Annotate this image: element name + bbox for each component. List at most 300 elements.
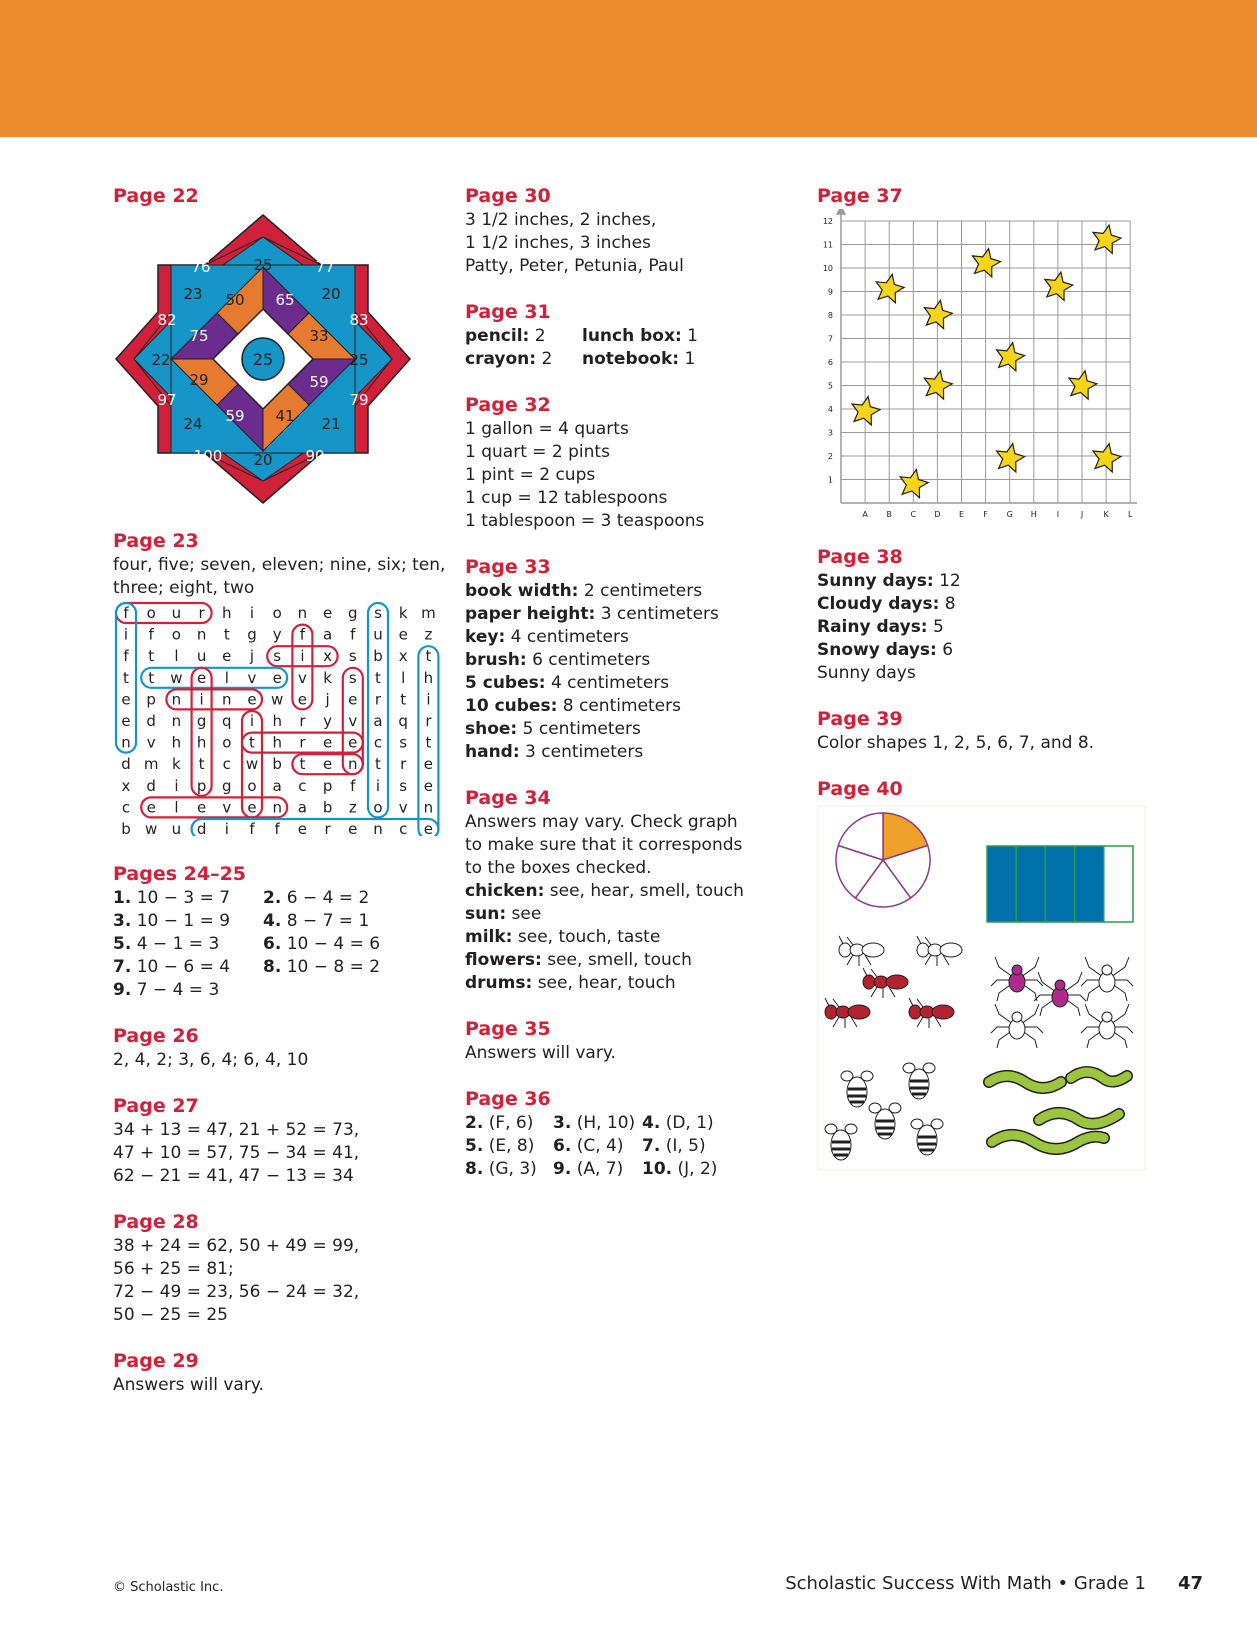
x-tick-label: I <box>1056 510 1060 519</box>
answer-line: three; eight, two <box>113 578 255 598</box>
answer-line: 2, 4, 2; 3, 6, 4; 6, 4, 10 <box>113 1050 309 1070</box>
grid-letter: c <box>121 798 131 817</box>
grid-letter: w <box>170 668 183 687</box>
grid-letter: i <box>224 820 229 836</box>
page-number: 47 <box>1177 1573 1203 1594</box>
grid-letter: n <box>297 604 308 622</box>
grid-letter: e <box>272 668 282 687</box>
grid-letter: g <box>247 625 257 644</box>
grid-letter: h <box>196 733 207 752</box>
grid-letter: a <box>373 712 383 730</box>
section-page-30 <box>465 184 785 278</box>
grid-letter: e <box>247 798 257 817</box>
heading-pages-24-25: Pages 24–25 <box>113 863 247 885</box>
y-tick-label: 2 <box>827 452 833 461</box>
grid-letter: f <box>148 625 154 644</box>
bee-icon <box>869 1103 901 1139</box>
answer-row <box>465 348 785 371</box>
pie-fraction <box>836 813 930 907</box>
item-number: 6. <box>263 934 282 954</box>
item-text: 10 − 4 = 6 <box>286 934 381 954</box>
spider-icon <box>1081 957 1133 1001</box>
grid-letter: x <box>121 776 131 795</box>
grid-letter: t <box>249 733 255 752</box>
grid-letter: e <box>348 690 358 709</box>
ring-number: 25 <box>253 256 273 274</box>
coordinate-grid <box>817 209 1137 519</box>
answer-line: chicken: see, hear, smell, touch <box>465 881 744 901</box>
grid-letter: o <box>222 733 232 752</box>
star-mark <box>924 371 952 399</box>
ring-number: 23 <box>183 285 203 303</box>
grid-letter: q <box>398 712 408 730</box>
ring-number: 79 <box>349 391 369 409</box>
grid-letter: u <box>373 625 383 644</box>
grid-letter: f <box>249 820 255 836</box>
heading-page-31: Page 31 <box>465 301 551 323</box>
grid-letter: n <box>272 798 282 817</box>
heading-page-27: Page 27 <box>113 1095 199 1117</box>
answer-line: Sunny days <box>817 663 916 683</box>
star-mark <box>973 249 1001 277</box>
grid-letter: g <box>196 712 207 730</box>
bee-icon <box>825 1124 857 1160</box>
answer-line: Rainy days: 5 <box>817 617 944 637</box>
x-tick-label: D <box>934 510 941 519</box>
answer-line: 10 cubes: 8 centimeters <box>465 696 681 716</box>
item-label: lunch box: <box>582 326 682 346</box>
answer-row: 8. (G, 3) 9. (A, 7) 10. (J, 2) <box>465 1159 718 1179</box>
grid-letter: e <box>322 604 333 622</box>
ring-number: 65 <box>275 291 295 309</box>
answer-line: 72 − 49 = 23, 56 − 24 = 32, <box>113 1282 360 1302</box>
grid-letter: t <box>425 647 432 666</box>
ring-number: 20 <box>253 451 273 469</box>
grid-letter: e <box>146 798 156 817</box>
y-tick-label: 8 <box>827 311 833 320</box>
answer-row <box>465 325 785 348</box>
bee-icon <box>911 1119 943 1155</box>
ring-number: 24 <box>183 415 203 433</box>
grid-letter: k <box>172 755 181 774</box>
x-tick-label: B <box>886 510 892 519</box>
number-star-puzzle <box>113 209 413 509</box>
grid-letter: c <box>298 776 307 795</box>
section-page-36 <box>465 1087 785 1181</box>
grid-letter: r <box>299 733 306 752</box>
ant-group <box>825 936 962 1028</box>
spider-group <box>991 957 1133 1048</box>
item-label: pencil: <box>465 326 530 346</box>
grid-letter: h <box>423 668 434 687</box>
ring-number: 76 <box>191 258 211 276</box>
answer-line: 62 − 21 = 41, 47 − 13 = 34 <box>113 1166 354 1186</box>
answer-line: 1 tablespoon = 3 teaspoons <box>465 511 705 531</box>
bee-icon <box>903 1063 935 1099</box>
column-right <box>817 184 1147 1198</box>
grid-letter: z <box>424 625 433 644</box>
grid-letter: u <box>171 820 182 836</box>
grid-letter: s <box>374 604 382 622</box>
section-page-37 <box>817 184 1147 523</box>
grid-letter: s <box>348 647 357 666</box>
grid-letter: j <box>249 647 255 666</box>
grid-letter: v <box>398 798 408 817</box>
ring-number: 59 <box>225 407 245 425</box>
grid-letter: t <box>375 755 381 774</box>
grid-letter: r <box>374 690 382 709</box>
section-page-22 <box>113 184 443 513</box>
ring-number: 77 <box>315 258 335 276</box>
worm-group <box>989 1072 1127 1149</box>
grid-letter: f <box>123 647 129 666</box>
item-number: 9. <box>113 980 132 1000</box>
answer-line: 1 quart = 2 pints <box>465 442 610 462</box>
grid-letter: x <box>323 647 333 666</box>
grid-letter: t <box>148 668 155 687</box>
grid-letter: g <box>222 776 232 795</box>
word-loop <box>141 797 287 817</box>
heading-page-34: Page 34 <box>465 787 551 809</box>
x-tick-label: H <box>1030 510 1037 519</box>
heading-page-39: Page 39 <box>817 708 903 730</box>
answer-line: Color shapes 1, 2, 5, 6, 7, and 8. <box>817 733 1095 753</box>
item-number: 5. <box>113 934 132 954</box>
answer-row <box>113 956 443 979</box>
ring-number: 83 <box>349 311 369 329</box>
grid-letter: z <box>348 798 357 817</box>
item-value: 1 <box>679 349 696 369</box>
ring-number: 21 <box>321 415 341 433</box>
grid-letter: c <box>222 755 231 774</box>
item-number: 1. <box>113 888 132 908</box>
grid-letter: h <box>272 712 282 730</box>
grid-letter: v <box>146 733 156 752</box>
grid-letter: n <box>348 755 358 774</box>
grid-letter: e <box>322 733 333 752</box>
heading-page-26: Page 26 <box>113 1025 199 1047</box>
y-tick-label: 11 <box>822 240 833 250</box>
answer-row <box>113 910 443 933</box>
grid-letter: r <box>324 820 331 836</box>
heading-page-38: Page 38 <box>817 546 903 568</box>
bar-segment <box>1045 846 1074 922</box>
grid-letter: f <box>299 625 306 644</box>
answer-line: drums: see, hear, touch <box>465 973 676 993</box>
answer-line: four, five; seven, eleven; nine, six; ten, <box>113 555 446 575</box>
grid-letter: t <box>425 733 432 752</box>
answer-line: 34 + 13 = 47, 21 + 52 = 73, <box>113 1120 360 1140</box>
grid-letter: t <box>198 755 205 774</box>
spider-icon <box>991 957 1043 1001</box>
answer-line: sun: see <box>465 904 542 924</box>
grid-letter: r <box>198 604 205 622</box>
grid-letter: x <box>398 647 408 666</box>
grid-letter: e <box>196 798 207 817</box>
grid-letter: i <box>249 712 255 730</box>
grid-letter: k <box>323 668 332 687</box>
item-number: 7. <box>113 957 132 977</box>
grid-letter: v <box>247 668 257 687</box>
grid-letter: e <box>297 820 308 836</box>
grid-letter: r <box>400 755 407 774</box>
grid-letter: h <box>272 733 282 752</box>
grid-letter: u <box>171 604 182 622</box>
grid-letter: r <box>299 712 306 730</box>
heading-page-22: Page 22 <box>113 185 199 207</box>
grid-letter: d <box>146 712 156 730</box>
answer-line: Sunny days: 12 <box>817 571 961 591</box>
grid-letter: n <box>196 625 207 644</box>
x-tick-label: G <box>1006 510 1013 519</box>
grid-letter: l <box>174 798 179 817</box>
grid-letter: l <box>224 668 229 687</box>
answer-line: Patty, Peter, Petunia, Paul <box>465 256 684 276</box>
grid-letter: e <box>247 690 257 709</box>
heading-page-33: Page 33 <box>465 556 551 578</box>
grid-letter: q <box>222 712 232 730</box>
grid-letter: e <box>297 690 308 709</box>
grid-letter: f <box>274 820 280 836</box>
bee-icon <box>841 1071 873 1107</box>
heading-page-32: Page 32 <box>465 394 551 416</box>
item-text: 6 − 4 = 2 <box>286 888 370 908</box>
grid-letter: y <box>272 625 282 644</box>
column-middle <box>465 184 785 1203</box>
grid-letter: a <box>297 798 308 817</box>
grid-letter: e <box>121 690 131 709</box>
ring-number: 22 <box>151 351 171 369</box>
ring-number: 100 <box>193 447 223 465</box>
grid-letter: y <box>323 712 333 730</box>
answer-line: flowers: see, smell, touch <box>465 950 692 970</box>
grid-letter: c <box>399 820 408 836</box>
bar-segment <box>1016 846 1045 922</box>
bar-fraction <box>987 846 1133 922</box>
answer-line: Answers will vary. <box>465 1043 616 1063</box>
grid-letter: w <box>271 690 284 709</box>
center-number: 25 <box>252 350 274 369</box>
column-left <box>113 184 446 1419</box>
x-tick-label: A <box>862 510 868 519</box>
ring-number: 82 <box>157 311 177 329</box>
answer-row <box>113 933 443 956</box>
answer-line: Answers may vary. Check graph <box>465 812 738 832</box>
spider-icon <box>991 1004 1043 1048</box>
answer-line: 50 − 25 = 25 <box>113 1305 228 1325</box>
grid-letter: a <box>322 625 333 644</box>
section-page-39 <box>817 707 1147 755</box>
grid-letter: n <box>222 690 232 709</box>
y-tick-label: 1 <box>827 475 833 485</box>
grid-letter: f <box>350 776 356 795</box>
y-tick-label: 12 <box>822 217 833 226</box>
item-text: 8 − 7 = 1 <box>286 911 370 931</box>
grid-letter: d <box>121 755 131 774</box>
grid-letter: s <box>399 733 408 752</box>
ring-number: 75 <box>189 327 209 345</box>
ant-icon <box>839 936 884 966</box>
item-text: 10 − 1 = 9 <box>136 911 231 931</box>
star-mark <box>1093 225 1121 253</box>
grid-letter: i <box>426 690 431 709</box>
section-pages-24-25 <box>113 862 443 1002</box>
section-page-38 <box>817 545 1147 685</box>
section-page-34 <box>465 786 785 995</box>
answer-line: book width: 2 centimeters <box>465 581 703 601</box>
item-text: 10 − 3 = 7 <box>136 888 231 908</box>
book-title: Scholastic Success With Math • Grade 1 <box>785 1573 1146 1594</box>
item-text: 7 − 4 = 3 <box>136 980 220 1000</box>
grid-letter: h <box>171 733 182 752</box>
star-mark <box>876 274 904 302</box>
ring-number: 33 <box>309 327 329 345</box>
grid-letter: e <box>398 625 408 644</box>
grid-letter: e <box>322 755 333 774</box>
grid-letter: n <box>423 798 434 817</box>
grid-letter: e <box>222 647 232 666</box>
heading-page-29: Page 29 <box>113 1350 199 1372</box>
section-page-28 <box>113 1210 443 1327</box>
grid-letter: b <box>121 820 131 836</box>
grid-letter: a <box>272 776 282 795</box>
x-tick-label: F <box>983 510 988 519</box>
answer-line: 56 + 25 = 81; <box>113 1259 234 1279</box>
answer-line: 1 cup = 12 tablespoons <box>465 488 668 508</box>
grid-letter: t <box>148 647 155 666</box>
item-value: 2 <box>529 326 546 346</box>
x-tick-label: C <box>910 510 917 519</box>
answer-line: 3 1/2 inches, 2 inches, <box>465 210 657 230</box>
grid-letter: o <box>373 798 383 817</box>
answer-line: to the boxes checked. <box>465 858 652 878</box>
item-number: 3. <box>113 911 132 931</box>
grid-letter: v <box>222 798 232 817</box>
ant-icon <box>863 968 908 998</box>
bar-segment <box>1104 846 1133 922</box>
answer-line: 1 gallon = 4 quarts <box>465 419 629 439</box>
item-text: 10 − 6 = 4 <box>136 957 231 977</box>
item-label: notebook: <box>582 349 680 369</box>
heading-page-36: Page 36 <box>465 1088 551 1110</box>
grid-letter: d <box>196 820 207 836</box>
section-page-32 <box>465 393 785 533</box>
heading-page-37: Page 37 <box>817 185 903 207</box>
grid-letter: i <box>123 625 129 644</box>
grid-letter: n <box>171 690 182 709</box>
grid-letter: w <box>145 820 158 836</box>
grid-letter: p <box>322 776 333 795</box>
grid-letter: p <box>146 690 156 709</box>
top-banner <box>0 0 1257 137</box>
grid-letter: g <box>348 604 358 622</box>
ring-number: 20 <box>321 285 341 303</box>
grid-letter: n <box>373 820 383 836</box>
item-number: 8. <box>263 957 282 977</box>
grid-letter: t <box>375 668 381 687</box>
bee-group <box>825 1063 943 1160</box>
grid-letter: j <box>325 690 330 709</box>
grid-letter: h <box>222 604 232 622</box>
x-tick-label: E <box>958 510 965 519</box>
y-tick-label: 6 <box>827 358 833 367</box>
ring-number: 41 <box>275 407 295 425</box>
answer-line: Cloudy days: 8 <box>817 594 956 614</box>
item-label: crayon: <box>465 349 537 369</box>
item-number: 2. <box>263 888 282 908</box>
answer-line: hand: 3 centimeters <box>465 742 644 762</box>
grid-letter: e <box>348 820 358 836</box>
heading-page-30: Page 30 <box>465 185 551 207</box>
section-page-29 <box>113 1349 443 1397</box>
grid-letter: k <box>398 604 408 622</box>
heading-page-28: Page 28 <box>113 1211 199 1233</box>
grid-letter: c <box>373 733 383 752</box>
answer-line: 1 pint = 2 cups <box>465 465 596 485</box>
grid-letter: e <box>423 776 434 795</box>
item-value: 1 <box>681 326 698 346</box>
bar-segment <box>1075 846 1104 922</box>
star-mark <box>997 444 1025 472</box>
answer-line: Snowy days: 6 <box>817 640 954 660</box>
grid-letter: m <box>421 604 436 622</box>
answer-line: brush: 6 centimeters <box>465 650 651 670</box>
ring-number: 97 <box>157 391 177 409</box>
star-mark <box>852 397 880 425</box>
answer-line: 1 1/2 inches, 3 inches <box>465 233 651 253</box>
grid-letter: l <box>174 647 179 666</box>
section-page-26 <box>113 1024 443 1072</box>
star-mark <box>1045 272 1073 300</box>
y-tick-label: 9 <box>827 287 833 297</box>
footer-book-title <box>785 1573 1203 1594</box>
answer-line: shoe: 5 centimeters <box>465 719 641 739</box>
grid-letter: n <box>171 712 182 730</box>
answer-row: 2. (F, 6) 3. (H, 10) 4. (D, 1) <box>465 1113 714 1133</box>
star-mark <box>924 300 952 328</box>
grid-letter: n <box>121 733 131 752</box>
y-tick-label: 5 <box>827 381 833 391</box>
grid-letter: i <box>249 604 255 622</box>
answer-line: key: 4 centimeters <box>465 627 629 647</box>
answer-line: 5 cubes: 4 centimeters <box>465 673 670 693</box>
answer-row <box>113 979 443 1002</box>
answer-line: Answers will vary. <box>113 1375 264 1395</box>
ring-number: 50 <box>225 291 245 309</box>
ring-number: 90 <box>305 447 325 465</box>
grid-letter: b <box>322 798 333 817</box>
word-loop <box>116 603 212 623</box>
answer-line: milk: see, touch, taste <box>465 927 661 947</box>
item-text: 10 − 8 = 2 <box>286 957 381 977</box>
grid-letter: i <box>300 647 305 666</box>
grid-letter: r <box>425 712 432 730</box>
section-page-27 <box>113 1094 443 1188</box>
answer-row: 5. (E, 8) 6. (C, 4) 7. (I, 5) <box>465 1136 706 1156</box>
grid-letter: v <box>297 668 307 687</box>
y-tick-label: 10 <box>822 264 833 273</box>
grid-letter: t <box>123 668 129 687</box>
grid-letter: p <box>196 776 207 795</box>
word-loop <box>141 668 287 688</box>
grid-letter: b <box>272 755 282 774</box>
grid-letter: e <box>423 820 434 836</box>
star-mark <box>1069 371 1097 399</box>
star-mark <box>1093 444 1121 472</box>
y-tick-label: 3 <box>827 428 833 438</box>
ring-number: 25 <box>349 351 369 369</box>
spider-icon <box>1081 1004 1133 1048</box>
